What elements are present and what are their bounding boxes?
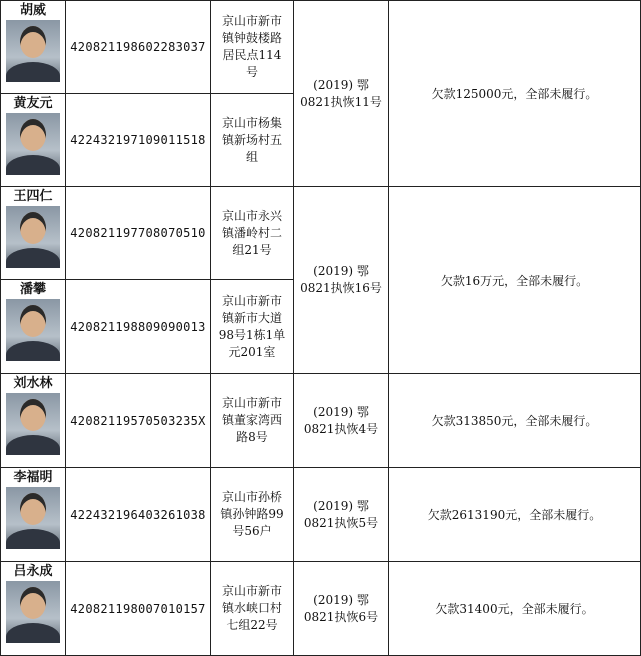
address-line: 镇新市大道 bbox=[221, 310, 282, 325]
case-line: (2019) 鄂 bbox=[313, 498, 369, 513]
id-number: 420821198809090013 bbox=[70, 319, 206, 334]
address-line: 京山市孙桥 bbox=[221, 490, 282, 504]
debt-cell bbox=[388, 186, 641, 374]
debt-cell bbox=[388, 561, 641, 656]
address-cell bbox=[210, 467, 294, 562]
case-line: (2019) 鄂 bbox=[313, 77, 369, 92]
address-cell bbox=[210, 561, 294, 656]
id-cell bbox=[65, 93, 211, 187]
debt-cell bbox=[388, 0, 641, 187]
case-number-cell bbox=[293, 467, 389, 562]
case-line: 0821执恢16号 bbox=[300, 281, 382, 295]
person-name: 李福明 bbox=[13, 470, 53, 485]
debt-text: 欠款313850元，全部未履行。 bbox=[431, 414, 598, 428]
case-line: (2019) 鄂 bbox=[313, 592, 369, 607]
name-cell bbox=[0, 561, 66, 656]
id-cell bbox=[65, 186, 211, 280]
case-number-cell bbox=[293, 561, 389, 656]
address-line: 京山市新市 bbox=[221, 293, 282, 308]
case-line: (2019) 鄂 bbox=[313, 264, 369, 278]
address-line: 98号1栋1单 bbox=[218, 327, 286, 342]
address-line: 路8号 bbox=[236, 430, 268, 444]
address-line: 京山市新市 bbox=[221, 584, 282, 598]
address-cell bbox=[210, 373, 294, 468]
address-line: 七组22号 bbox=[226, 618, 278, 632]
case-line: 0821执恢4号 bbox=[303, 421, 379, 436]
id-number: 42082119570503235X bbox=[70, 413, 206, 428]
id-cell bbox=[65, 0, 211, 94]
person-photo bbox=[6, 393, 60, 455]
case-number-cell bbox=[293, 186, 389, 374]
address-line: 京山市永兴 bbox=[221, 208, 282, 223]
address-line: 组 bbox=[245, 149, 258, 164]
name-cell bbox=[0, 279, 66, 374]
address-line: 号 bbox=[245, 65, 258, 79]
address-line: 京山市新市 bbox=[221, 14, 282, 28]
address-line: 号56户 bbox=[232, 524, 272, 538]
name-cell bbox=[0, 186, 66, 280]
id-cell bbox=[65, 467, 211, 562]
address-line: 组21号 bbox=[232, 242, 272, 257]
debt-text: 欠款31400元，全部未履行。 bbox=[435, 602, 594, 616]
name-cell bbox=[0, 0, 66, 94]
case-line: 0821执恢6号 bbox=[303, 609, 379, 624]
address-line: 京山市新市 bbox=[221, 396, 282, 410]
id-cell bbox=[65, 373, 211, 468]
address-line: 京山市杨集 bbox=[221, 115, 282, 130]
case-line: 0821执恢5号 bbox=[303, 515, 379, 530]
name-cell bbox=[0, 467, 66, 562]
debt-cell bbox=[388, 467, 641, 562]
address-line: 居民点114 bbox=[222, 48, 282, 62]
id-cell bbox=[65, 561, 211, 656]
address-cell bbox=[210, 279, 294, 374]
address-line: 镇钟鼓楼路 bbox=[221, 31, 282, 45]
address-line: 镇新场村五 bbox=[221, 132, 282, 147]
debt-text: 欠款125000元，全部未履行。 bbox=[431, 87, 598, 101]
person-name: 刘水林 bbox=[13, 376, 53, 391]
debt-text: 欠款16万元，全部未履行。 bbox=[440, 273, 589, 288]
person-name: 黄友元 bbox=[13, 96, 53, 111]
address-line: 镇潘岭村二 bbox=[221, 225, 282, 240]
person-photo bbox=[6, 487, 60, 549]
address-line: 镇孙钟路99 bbox=[220, 507, 284, 521]
case-number-cell bbox=[293, 373, 389, 468]
person-photo bbox=[6, 206, 60, 268]
case-line: 0821执恢11号 bbox=[300, 94, 382, 109]
address-cell bbox=[210, 93, 294, 187]
id-number: 422432197109011518 bbox=[70, 133, 206, 147]
id-number: 420821197708070510 bbox=[70, 226, 206, 240]
id-number: 420821198602283037 bbox=[70, 40, 206, 54]
person-name: 吕永成 bbox=[13, 564, 53, 579]
address-line: 元201室 bbox=[228, 344, 276, 359]
address-line: 镇董家湾西 bbox=[221, 413, 282, 427]
person-name: 潘攀 bbox=[19, 282, 46, 297]
person-photo bbox=[6, 20, 60, 82]
id-number: 420821198007010157 bbox=[70, 601, 206, 616]
name-cell bbox=[0, 93, 66, 187]
person-photo bbox=[6, 299, 60, 361]
person-name: 胡威 bbox=[19, 3, 46, 18]
id-number: 422432196403261038 bbox=[70, 507, 206, 522]
case-line: (2019) 鄂 bbox=[313, 404, 369, 419]
debt-text: 欠款2613190元，全部未履行。 bbox=[427, 508, 602, 522]
person-name: 王四仁 bbox=[13, 189, 53, 204]
person-photo bbox=[6, 113, 60, 175]
name-cell bbox=[0, 373, 66, 468]
case-number-cell bbox=[293, 0, 389, 187]
address-line: 镇水峡口村 bbox=[221, 601, 282, 615]
id-cell bbox=[65, 279, 211, 374]
debt-cell bbox=[388, 373, 641, 468]
address-cell bbox=[210, 0, 294, 94]
address-cell bbox=[210, 186, 294, 280]
person-photo bbox=[6, 581, 60, 643]
